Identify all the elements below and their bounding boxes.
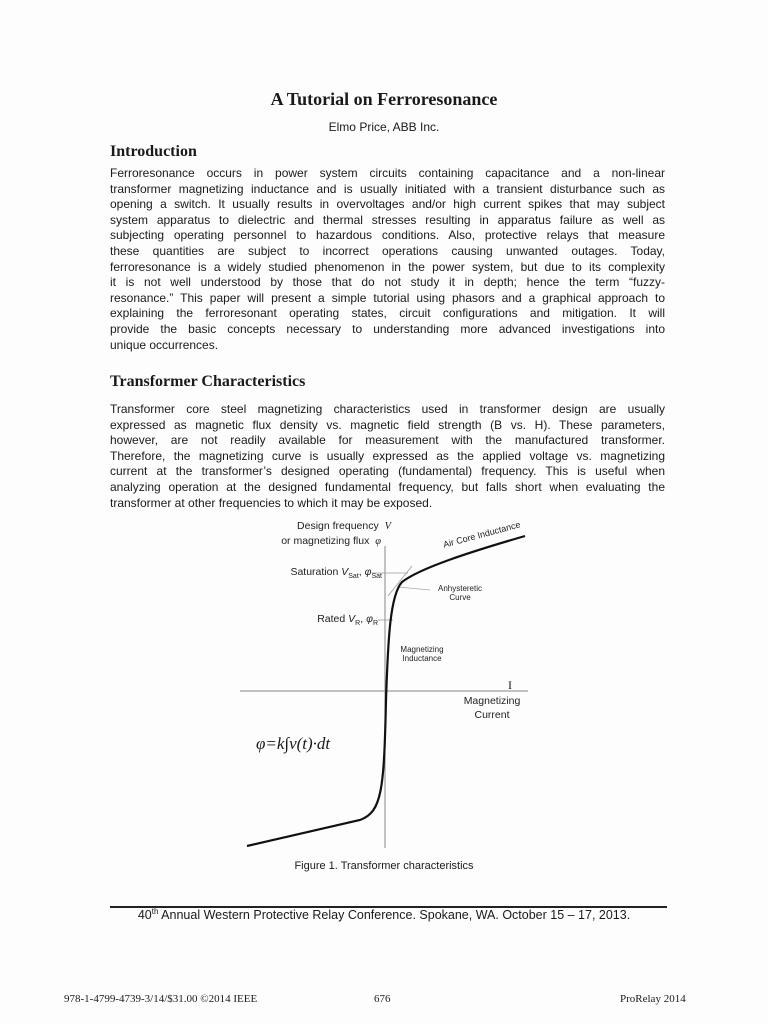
text-line: ferroresonance is a widely studied phenomenon in the power system, but due to its complexity (110, 259, 665, 274)
isbn-copyright: 978-1-4799-4739-3/14/$31.00 ©2014 IEEE (64, 993, 258, 1005)
section-heading-introduction: Introduction (110, 143, 197, 160)
text-line: resonance.” This paper will present a simple tutorial using phasors and a graphical approach to (110, 290, 665, 305)
text-line: subjecting operating personnel to hazardous conditions. Also, protective relays that measure (110, 228, 665, 243)
text-line: explaining the ferroresonant operating states, circuit configurations and mitigation. It will (110, 306, 665, 321)
air-core-asymptote (388, 566, 412, 596)
text-line: Ferroresonance occurs in power system circuits containing capacitance and a non-linear (110, 166, 665, 180)
air-core-inductance-label: Air Core Inductance (442, 519, 522, 550)
proceedings-brand: ProRelay 2014 (620, 993, 686, 1005)
anhysteretic-curve-label: Anhysteretic Curve (437, 584, 483, 602)
text-line: opening a switch. It usually results in overvoltages and/or high current spikes that may subject (110, 197, 665, 212)
saturation-label: Saturation $V_{Sat}$, $\varphi_{Sat}$ (290, 566, 382, 581)
flux-formula: φ=k∫v(t)·dt (256, 734, 331, 753)
figure-caption: Figure 1. Transformer characteristics (294, 860, 474, 872)
text-line: these quantities are subject to incorrect operations causing unwanted outages. Today, (110, 243, 665, 258)
y-axis-label-line-2: or magnetizing flux φ (281, 535, 381, 547)
text-line: provide the basic concepts necessary to understanding more advanced investigations into (110, 321, 665, 336)
paper-title: A Tutorial on Ferroresonance (270, 89, 498, 109)
text-line: transformer at other frequencies to which it may be exposed. (110, 495, 433, 510)
text-line: current at the transformer’s designed operating (fundamental) frequency. This is useful when (110, 464, 665, 479)
rated-label: Rated $V_R$, $\varphi_R$ (317, 613, 378, 628)
conference-line: 40th Annual Western Protective Relay Conference. Spokane, WA. October 15 – 17, 2013. (137, 907, 631, 923)
text-line: however, are not readily available for measurement with the manufactured transformer. (110, 433, 665, 448)
page-number: 676 (374, 993, 391, 1005)
text-line: unique occurrences. (110, 337, 219, 352)
text-line: expressed as magnetic flux density vs. magnetic field strength (B vs. H). These parameters, (110, 417, 665, 432)
text-line: transformer magnetizing inductance and is usually initiated with a transient disturbance such as (110, 181, 665, 196)
text-line: Therefore, the magnetizing curve is usually expressed as the applied voltage vs. magnetizing (110, 448, 665, 463)
text-line: analyzing operation at the designed fundamental frequency, but falls short when evaluating the (110, 479, 665, 494)
text-line: system apparatus to dielectric and thermal stresses resulting in apparatus failure as well as (110, 212, 665, 227)
x-axis-label: Magnetizing Current (463, 695, 521, 721)
x-axis-symbol: I (508, 678, 512, 692)
author-line: Elmo Price, ABB Inc. (328, 120, 440, 134)
magnetizing-inductance-label: Magnetizing Inductance (400, 645, 444, 663)
y-axis-label-line-1: Design frequency V (297, 520, 391, 532)
text-line: it is not well understood by those that do not study it in depth; hence the term “fuzzy- (110, 275, 665, 290)
section-heading-transformer-characteristics: Transformer Characteristics (110, 373, 306, 390)
text-line: Transformer core steel magnetizing characteristics used in transformer design are usually (110, 402, 665, 416)
